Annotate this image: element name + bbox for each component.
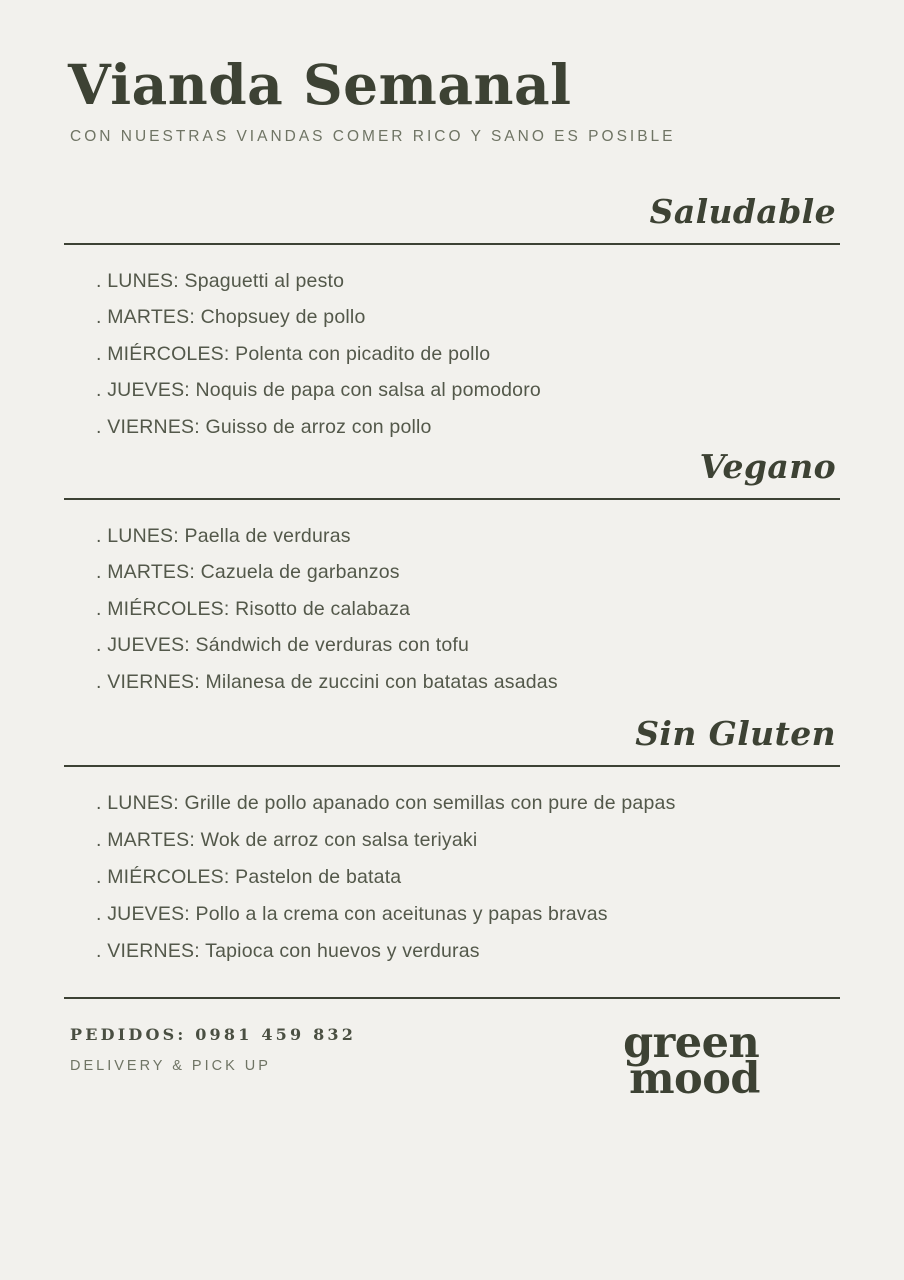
section-vegano: [64, 447, 840, 700]
section-title: Vegano: [699, 447, 836, 487]
page-title: Vianda Semanal: [68, 52, 572, 117]
list-item: . JUEVES: Noquis de papa con salsa al pomodoro: [96, 379, 541, 402]
menu-list: [64, 518, 840, 700]
section-divider: [64, 498, 840, 500]
section-header: [64, 447, 840, 486]
footer-contact-block: [64, 1025, 356, 1074]
list-item: . JUEVES: Pollo a la crema con aceitunas y papas bravas: [96, 903, 608, 926]
list-item: . LUNES: Spaguetti al pesto: [96, 269, 345, 292]
footer-divider: [64, 997, 840, 999]
menu-list: [64, 263, 840, 445]
delivery-note: DELIVERY & PICK UP: [70, 1057, 271, 1074]
list-item: . VIERNES: Tapioca con huevos y verduras: [96, 940, 480, 963]
list-item: . MIÉRCOLES: Pastelon de batata: [96, 866, 402, 889]
contact-phone: PEDIDOS: 0981 459 832: [70, 1024, 357, 1044]
list-item: . LUNES: Paella de verduras: [96, 525, 351, 548]
section-sin-gluten: [64, 714, 840, 970]
section-saludable: [64, 192, 840, 445]
list-item: . JUEVES: Sándwich de verduras con tofu: [96, 634, 470, 657]
list-item: . MARTES: Wok de arroz con salsa teriyaki: [96, 829, 478, 852]
list-item: . MARTES: Cazuela de garbanzos: [96, 561, 400, 584]
section-title: Saludable: [649, 191, 836, 231]
logo-line-1: green: [623, 1017, 760, 1068]
list-item: . MIÉRCOLES: Risotto de calabaza: [96, 597, 411, 620]
list-item: . VIERNES: Milanesa de zuccini con batatas asadas: [96, 670, 558, 693]
brand-logo: [623, 1017, 840, 1105]
section-divider: [64, 243, 840, 245]
page-header: [64, 0, 840, 146]
page-footer: [64, 1017, 840, 1105]
page-subtitle: CON NUESTRAS VIANDAS COMER RICO Y SANO ES POSIBLE: [70, 127, 676, 145]
list-item: . LUNES: Grille de pollo apanado con semillas con pure de papas: [96, 792, 676, 815]
list-item: . MARTES: Chopsuey de pollo: [96, 306, 366, 329]
menu-list: [64, 785, 840, 970]
section-title: Sin Gluten: [635, 714, 836, 754]
logo-line-2: mood: [629, 1054, 760, 1105]
section-header: [64, 714, 840, 753]
section-header: [64, 192, 840, 231]
section-divider: [64, 765, 840, 767]
list-item: . VIERNES: Guisso de arroz con pollo: [96, 415, 432, 438]
list-item: . MIÉRCOLES: Polenta con picadito de pollo: [96, 342, 491, 365]
